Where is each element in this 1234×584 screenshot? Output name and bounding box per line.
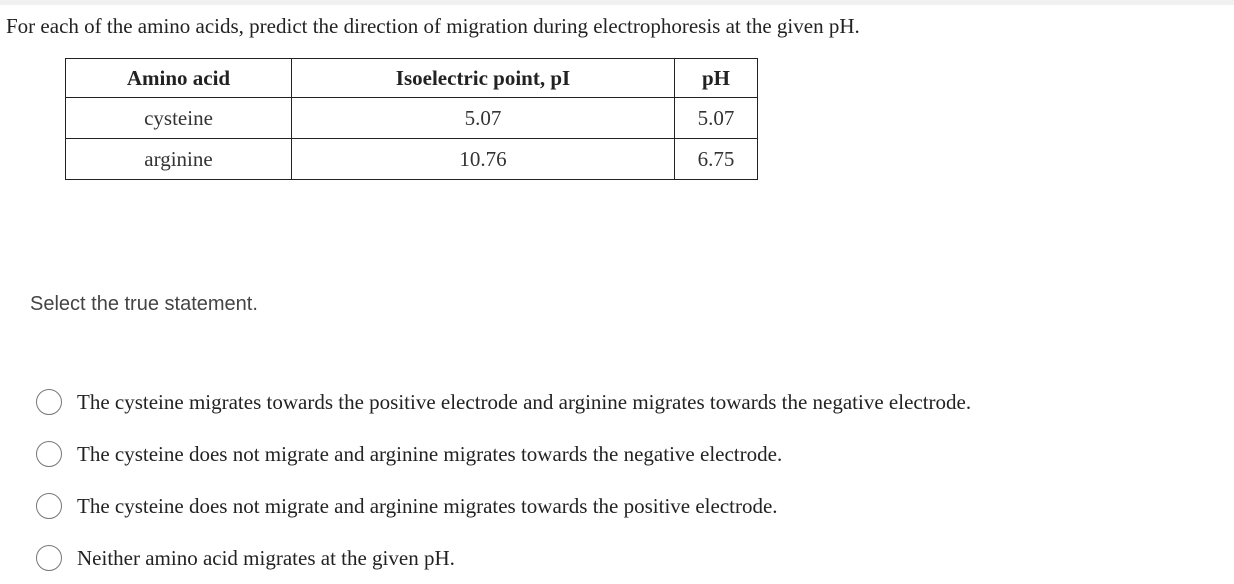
cell-amino-acid: cysteine <box>66 98 292 139</box>
cell-ph: 6.75 <box>675 139 758 180</box>
header-ph: pH <box>675 59 758 98</box>
option-label[interactable]: The cysteine migrates towards the positive electrode and arginine migrates towards the negative electrode. <box>77 389 972 414</box>
radio-button[interactable] <box>36 545 62 571</box>
header-amino-acid: Amino acid <box>66 59 292 98</box>
answer-option-4[interactable] <box>36 532 971 584</box>
radio-button[interactable] <box>36 389 62 415</box>
cell-isoelectric-point: 5.07 <box>292 98 675 139</box>
option-label[interactable]: The cysteine does not migrate and arginine migrates towards the positive electrode. <box>77 493 778 518</box>
cell-ph: 5.07 <box>675 98 758 139</box>
header-isoelectric-point: Isoelectric point, pI <box>292 59 675 98</box>
radio-button[interactable] <box>36 441 62 467</box>
answer-option-2[interactable] <box>36 428 971 480</box>
select-prompt: Select the true statement. <box>30 293 258 315</box>
answer-option-1[interactable] <box>36 376 971 428</box>
radio-button[interactable] <box>36 493 62 519</box>
cell-amino-acid: arginine <box>66 139 292 180</box>
question-text: For each of the amino acids, predict the direction of migration during electrophoresis at the given pH. <box>6 14 860 38</box>
cell-isoelectric-point: 10.76 <box>292 139 675 180</box>
table-header-row <box>66 59 758 98</box>
option-label[interactable]: The cysteine does not migrate and arginine migrates towards the negative electrode. <box>77 441 783 466</box>
table-row <box>66 139 758 180</box>
table-row <box>66 98 758 139</box>
answer-options <box>36 376 971 584</box>
option-label[interactable]: Neither amino acid migrates at the given pH. <box>77 545 455 570</box>
amino-acid-table <box>65 58 758 180</box>
top-divider <box>0 0 1234 5</box>
answer-option-3[interactable] <box>36 480 971 532</box>
